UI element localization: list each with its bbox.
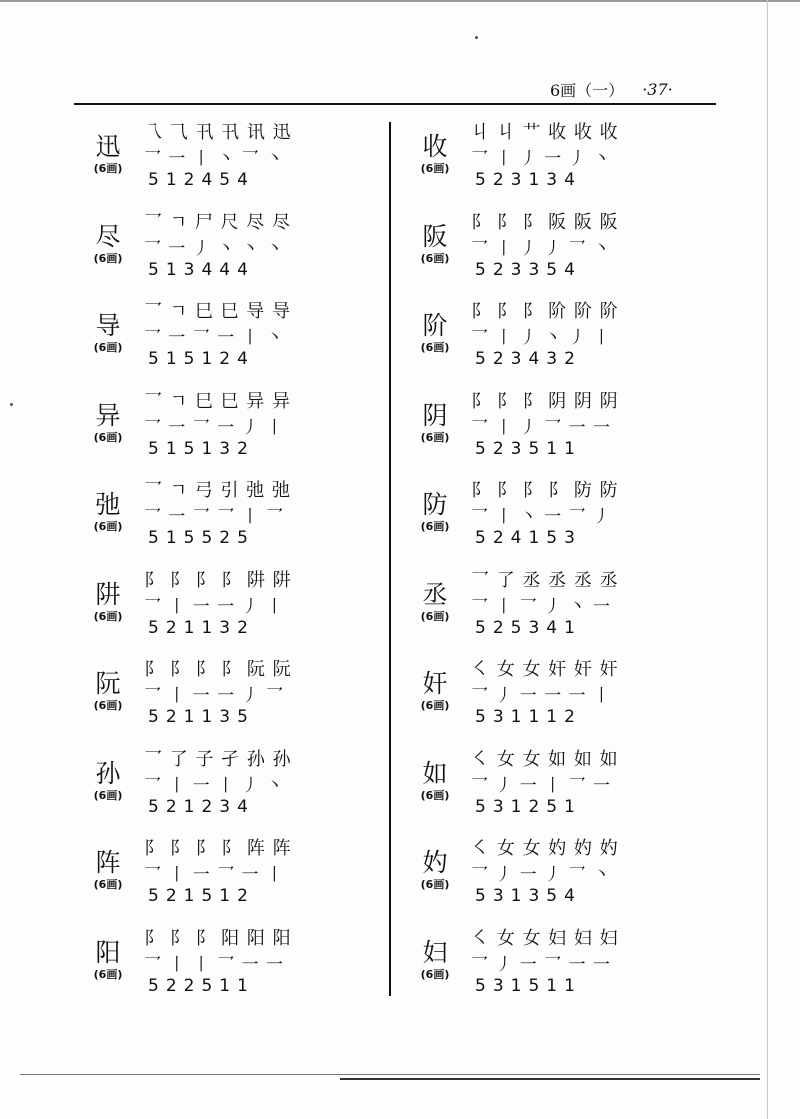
stroke-count-tag: (6画) bbox=[420, 878, 450, 891]
stroke-codes: 521135 bbox=[148, 707, 255, 727]
stroke-count-tag: (6画) bbox=[93, 699, 123, 712]
stroke-count-tag: (6画) bbox=[420, 430, 450, 444]
top-page-edge bbox=[0, 0, 800, 2]
stroke-shapes: 乛 丿 一 一 一 丨 bbox=[471, 686, 612, 706]
header-rule bbox=[74, 103, 716, 105]
character-entry bbox=[86, 655, 386, 745]
right-scan-edge bbox=[767, 0, 768, 1119]
character-entry bbox=[413, 655, 713, 745]
character: 防 bbox=[422, 490, 448, 519]
stroke-shapes: 乛 丨 一 丨 丿 丶 bbox=[144, 775, 285, 796]
character-label bbox=[413, 580, 457, 624]
character-label bbox=[86, 759, 130, 803]
stroke-order-sequence: 阝 阝 阝 阝 防 防 bbox=[471, 480, 619, 501]
page-header bbox=[550, 78, 710, 100]
stroke-codes: 525341 bbox=[475, 617, 582, 638]
stroke-shapes: 乛 丨 乛 丿 丶 一 bbox=[471, 596, 612, 617]
stroke-count-tag: (6画) bbox=[93, 341, 123, 354]
stroke-count-tag: (6画) bbox=[420, 699, 450, 712]
stroke-shapes: 乛 丨 一 一 丿 乛 bbox=[144, 686, 285, 706]
stroke-order-sequence: 阝 阝 阝 阳 阳 阳 bbox=[144, 927, 292, 949]
character-label bbox=[86, 848, 130, 892]
stroke-shapes: 乛 丿 一 乛 一 一 bbox=[471, 954, 612, 975]
character-label bbox=[413, 222, 457, 266]
stroke-order-sequence: 乁 ⺄ 卂 卂 讯 迅 bbox=[144, 122, 292, 143]
stroke-order-sequence: 乛 ㄱ 巳 巳 导 导 bbox=[144, 301, 291, 322]
stroke-codes: 523511 bbox=[475, 438, 582, 459]
character-entry bbox=[413, 387, 713, 477]
character-entry bbox=[86, 834, 386, 924]
stroke-count-tag: (6画) bbox=[420, 251, 450, 265]
character-label bbox=[86, 490, 130, 534]
stroke-codes: 513444 bbox=[148, 259, 255, 280]
stroke-count-tag: (6画) bbox=[93, 609, 123, 623]
stroke-shapes: 乛 丨 丶 一 乛 丿 bbox=[471, 507, 612, 527]
stroke-order-sequence: 阝 阝 阝 阪 阪 阪 bbox=[471, 211, 619, 233]
character-label bbox=[413, 938, 457, 982]
character: 尽 bbox=[95, 221, 121, 251]
character: 阶 bbox=[422, 311, 448, 340]
stroke-shapes: 乛 一 丨 丶 乛 丶 bbox=[144, 149, 285, 169]
character: 异 bbox=[95, 400, 121, 430]
character-entry bbox=[413, 118, 713, 208]
character: 阱 bbox=[95, 579, 121, 609]
stroke-count-tag: (6画) bbox=[420, 341, 450, 354]
character: 奸 bbox=[422, 669, 448, 698]
character-entry bbox=[413, 208, 713, 298]
stroke-order-sequence: ㇛ 女 女 如 如 如 bbox=[471, 748, 619, 770]
stroke-count-tag: (6画) bbox=[93, 878, 123, 891]
character-entry bbox=[86, 387, 386, 477]
section-title: 6画（一） bbox=[550, 80, 625, 100]
character-entry bbox=[86, 208, 386, 298]
stroke-shapes: 乛 一 乛 一 丨 丶 bbox=[144, 328, 285, 348]
stroke-count-tag: (6画) bbox=[420, 162, 450, 175]
character: 导 bbox=[95, 311, 121, 340]
stroke-codes: 531251 bbox=[475, 796, 582, 817]
scan-speck bbox=[10, 403, 13, 406]
character-label bbox=[413, 669, 457, 713]
character: 弛 bbox=[95, 490, 121, 519]
character-label bbox=[86, 132, 130, 176]
character-label bbox=[86, 222, 130, 266]
stroke-codes: 521512 bbox=[148, 886, 255, 906]
character-entry bbox=[86, 476, 386, 566]
character-label bbox=[86, 401, 130, 445]
bottom-rule bbox=[20, 1074, 760, 1075]
character-label bbox=[86, 938, 130, 982]
character: 阳 bbox=[95, 937, 121, 967]
character: 丞 bbox=[422, 579, 448, 609]
stroke-order-sequence: 乛 ㄱ 巳 巳 异 异 bbox=[144, 390, 291, 412]
stroke-codes: 521132 bbox=[148, 617, 255, 638]
stroke-shapes: 乛 丨 丿 乛 一 一 bbox=[471, 417, 612, 438]
character: 收 bbox=[422, 132, 448, 161]
page-number: ·37· bbox=[642, 79, 673, 99]
character-label bbox=[86, 669, 130, 713]
stroke-codes: 523134 bbox=[475, 170, 582, 190]
character: 迅 bbox=[95, 132, 121, 161]
stroke-order-sequence: 丩 丩 ⺾ 收 收 收 bbox=[471, 122, 619, 143]
character-label bbox=[86, 580, 130, 624]
stroke-order-sequence: 阝 阝 阝 阴 阴 阴 bbox=[471, 390, 619, 412]
stroke-shapes: 乛 丨 丿 一 丿 丶 bbox=[471, 149, 612, 169]
stroke-order-sequence: 阝 阝 阝 阝 阮 阮 bbox=[144, 659, 292, 680]
stroke-count-tag: (6画) bbox=[93, 520, 123, 533]
stroke-order-sequence: ㇛ 女 女 奸 奸 奸 bbox=[471, 659, 619, 680]
character: 阵 bbox=[95, 848, 121, 877]
stroke-codes: 523354 bbox=[475, 259, 582, 280]
stroke-order-sequence: 乛 了 丞 丞 丞 丞 bbox=[471, 569, 619, 591]
character-label bbox=[413, 132, 457, 176]
stroke-order-sequence: 乛 ㄱ 弓 引 弛 弛 bbox=[144, 480, 291, 501]
character-entry bbox=[413, 476, 713, 566]
character: 如 bbox=[422, 758, 448, 788]
character-label bbox=[413, 401, 457, 445]
character-label bbox=[413, 848, 457, 892]
stroke-codes: 515132 bbox=[148, 438, 255, 459]
character-entry bbox=[86, 924, 386, 1014]
character: 阮 bbox=[95, 669, 121, 698]
stroke-count-tag: (6画) bbox=[93, 788, 123, 802]
character-entry bbox=[86, 118, 386, 208]
stroke-shapes: 乛 丨 丿 丿 乛 丶 bbox=[471, 238, 612, 259]
stroke-order-sequence: 阝 阝 阝 阝 阱 阱 bbox=[144, 569, 292, 591]
stroke-order-sequence: 乛 ㄱ 尸 尺 尽 尽 bbox=[144, 211, 291, 233]
stroke-shapes: 乛 一 乛 一 丿 丨 bbox=[144, 417, 285, 438]
stroke-shapes: 乛 一 丿 丶 丶 丶 bbox=[144, 238, 285, 259]
stroke-shapes: 乛 丨 丨 乛 一 一 bbox=[144, 954, 285, 975]
stroke-codes: 531354 bbox=[475, 886, 582, 906]
character: 阴 bbox=[422, 400, 448, 430]
stroke-codes: 515124 bbox=[148, 349, 255, 369]
column-divider bbox=[389, 122, 391, 996]
stroke-count-tag: (6画) bbox=[420, 788, 450, 802]
scan-speck bbox=[475, 36, 478, 39]
stroke-count-tag: (6画) bbox=[93, 967, 123, 981]
stroke-count-tag: (6画) bbox=[93, 430, 123, 444]
character-entry bbox=[86, 745, 386, 835]
character-label bbox=[413, 490, 457, 534]
character-entry bbox=[413, 745, 713, 835]
character: 阪 bbox=[422, 221, 448, 251]
character-entry bbox=[413, 924, 713, 1014]
stroke-count-tag: (6画) bbox=[420, 967, 450, 981]
stroke-shapes: 乛 丿 一 丨 乛 一 bbox=[471, 775, 612, 796]
stroke-count-tag: (6画) bbox=[93, 162, 123, 175]
stroke-codes: 531511 bbox=[475, 975, 582, 996]
stroke-order-sequence: ㇛ 女 女 妇 妇 妇 bbox=[471, 927, 619, 949]
stroke-codes: 512454 bbox=[148, 170, 255, 190]
stroke-codes: 521234 bbox=[148, 796, 255, 817]
character: 妇 bbox=[422, 937, 448, 967]
stroke-count-tag: (6画) bbox=[420, 609, 450, 623]
stroke-shapes: 乛 一 乛 乛 丨 乛 bbox=[144, 507, 285, 527]
stroke-count-tag: (6画) bbox=[93, 251, 123, 265]
stroke-codes: 524153 bbox=[475, 528, 582, 548]
character-label bbox=[413, 311, 457, 355]
stroke-codes: 522511 bbox=[148, 975, 255, 996]
stroke-shapes: 乛 丨 丿 丶 丿 丨 bbox=[471, 328, 612, 348]
character-entry bbox=[86, 566, 386, 656]
stroke-shapes: 乛 丨 一 一 丿 丨 bbox=[144, 596, 285, 617]
character-label bbox=[413, 759, 457, 803]
stroke-codes: 531112 bbox=[475, 707, 582, 727]
character-entry bbox=[413, 297, 713, 387]
stroke-codes: 523432 bbox=[475, 349, 582, 369]
bottom-rule-dark bbox=[340, 1078, 760, 1080]
character: 妁 bbox=[422, 848, 448, 877]
stroke-shapes: 乛 丿 一 丿 乛 丶 bbox=[471, 865, 612, 885]
stroke-order-sequence: 乛 了 子 孑 孙 孙 bbox=[144, 748, 292, 770]
character-entry bbox=[413, 834, 713, 924]
stroke-count-tag: (6画) bbox=[420, 520, 450, 533]
stroke-order-sequence: 阝 阝 阝 阶 阶 阶 bbox=[471, 301, 619, 322]
character-entry bbox=[86, 297, 386, 387]
stroke-order-sequence: 阝 阝 阝 阝 阵 阵 bbox=[144, 838, 292, 859]
stroke-codes: 515525 bbox=[148, 528, 255, 548]
stroke-order-sequence: ㇛ 女 女 妁 妁 妁 bbox=[471, 838, 619, 859]
character-entry bbox=[413, 566, 713, 656]
stroke-shapes: 乛 丨 一 乛 一 丨 bbox=[144, 865, 285, 885]
character-label bbox=[86, 311, 130, 355]
character: 孙 bbox=[95, 758, 121, 788]
